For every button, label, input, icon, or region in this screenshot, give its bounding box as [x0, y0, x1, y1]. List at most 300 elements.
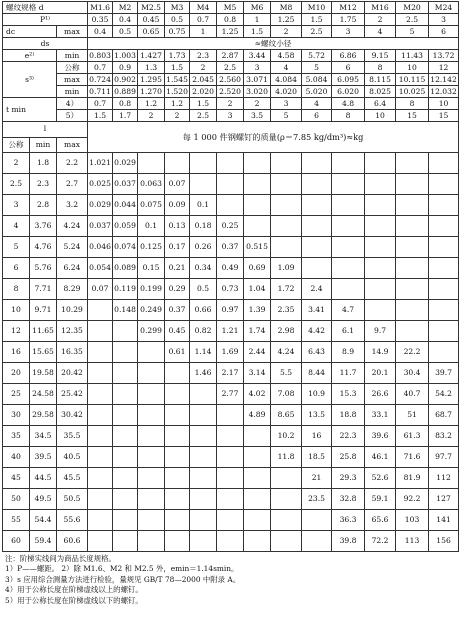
mass-cell: 22.3 [332, 426, 365, 447]
mass-cell [244, 510, 271, 531]
table-row [3, 300, 459, 321]
s-min-cell: 12.032 [430, 86, 457, 96]
l-min-label: min [30, 137, 57, 153]
mass-cell: 0.054 [88, 258, 113, 279]
spec-sheet [2, 1, 458, 606]
mass-cell: 0.37 [217, 237, 244, 258]
mass-cell [113, 468, 138, 489]
mass-cell: 6.43 [302, 342, 332, 363]
t5-cell: 2 [165, 110, 190, 122]
mass-cell: 0.515 [244, 237, 271, 258]
dc-label: dc [3, 26, 57, 38]
ds-row [3, 38, 459, 50]
length-nominal: 2.5 [3, 174, 30, 195]
mass-cell [190, 426, 217, 447]
t5-cell: 5 [271, 110, 302, 122]
mass-cell [190, 153, 217, 174]
mass-cell: 0.97 [217, 300, 244, 321]
mass-cell: 1.74 [244, 321, 271, 342]
t4-cell: 2 [217, 98, 244, 110]
length-min: 2.3 [30, 174, 57, 195]
table-row [3, 279, 459, 300]
mass-cell [271, 174, 302, 195]
mass-cell: 1.14 [190, 342, 217, 363]
mass-cell [190, 510, 217, 531]
mass-cell [138, 384, 165, 405]
size-cell: M1.6 [88, 2, 113, 14]
t5-cell: 3 [217, 110, 244, 122]
e-cell: 1.003 [114, 50, 136, 60]
mass-label: 每 1 000 件钢螺钉的质量(ρ＝7.85 kg/dm³)≈kg [88, 122, 459, 153]
size-cell: M2 [113, 2, 138, 14]
mass-cell: 0.49 [217, 258, 244, 279]
mass-cell [113, 384, 138, 405]
length-min: 1.8 [30, 153, 57, 174]
size-cell: M10 [302, 2, 332, 14]
mass-cell [396, 195, 429, 216]
length-min: 2.8 [30, 195, 57, 216]
t4-cell: 3 [271, 98, 302, 110]
mass-cell: 3.14 [244, 363, 271, 384]
mass-cell: 113 [396, 531, 429, 552]
s-nom-cell: 5 [302, 62, 332, 74]
s-max-cell: 10.115 [396, 74, 429, 86]
mass-cell [217, 510, 244, 531]
e-label: e²⁾ [3, 50, 57, 62]
s-max-cell: 0.902 [114, 74, 136, 84]
t5-cell: 2.5 [190, 110, 217, 122]
dc-cell: 0.65 [138, 26, 165, 38]
mass-cell: 0.69 [244, 258, 271, 279]
mass-cell: 4.02 [244, 384, 271, 405]
length-min: 34.5 [30, 426, 57, 447]
e-cell: 3.44 [244, 50, 271, 62]
mass-cell [396, 279, 429, 300]
mass-cell [332, 216, 365, 237]
table-row [3, 363, 459, 384]
dc-cell: 6 [429, 26, 459, 38]
footnote: 3）s 应用综合测量方法进行检验，量规见 GB/T 78—2000 中附录 A。 [5, 574, 241, 584]
s-min-label: min [57, 86, 88, 98]
mass-rows [3, 153, 459, 552]
mass-cell [217, 195, 244, 216]
length-min: 7.71 [30, 279, 57, 300]
dc-cell: 5 [396, 26, 429, 38]
mass-cell [165, 531, 190, 552]
mass-cell: 22.2 [396, 342, 429, 363]
mass-cell: 8.44 [302, 363, 332, 384]
mass-cell [88, 300, 113, 321]
length-max: 50.5 [57, 489, 88, 510]
length-nominal: 40 [3, 447, 30, 468]
length-max: 55.6 [57, 510, 88, 531]
s-nom-cell: 1.5 [165, 62, 190, 74]
t4-cell: 1.5 [190, 98, 217, 110]
t5-cell: 6 [302, 110, 332, 122]
mass-cell: 0.07 [88, 279, 113, 300]
mass-cell [244, 174, 271, 195]
s-min-cell: 10.025 [396, 86, 429, 98]
mass-cell: 0.029 [113, 153, 138, 174]
mass-cell [429, 258, 459, 279]
t5-cell: 3.5 [244, 110, 271, 122]
e-cell: 2.87 [217, 50, 244, 62]
s-nom-cell: 1.3 [138, 62, 165, 74]
pitch-cell: 0.5 [165, 14, 190, 26]
mass-cell: 127 [429, 489, 459, 510]
mass-cell: 0.125 [138, 237, 165, 258]
mass-cell [396, 258, 429, 279]
mass-cell: 81.9 [396, 468, 429, 489]
mass-cell: 51 [396, 405, 429, 426]
length-min: 11.65 [30, 321, 57, 342]
mass-cell [190, 384, 217, 405]
mass-cell: 97.7 [429, 447, 459, 468]
mass-cell: 0.45 [165, 321, 190, 342]
dc-cell: 1.25 [217, 26, 244, 38]
mass-cell: 59.1 [365, 489, 396, 510]
mass-cell [429, 300, 459, 321]
mass-cell [190, 405, 217, 426]
mass-cell: 0.18 [190, 216, 217, 237]
mass-cell: 1.39 [244, 300, 271, 321]
footnote: 1）P——螺距。 2）除 M1.6、M2 和 M2.5 外，emin＝1.14smin。 [5, 564, 239, 574]
size-cell: M12 [332, 2, 365, 14]
mass-cell: 4.42 [302, 321, 332, 342]
s-max-cell: 3.071 [244, 74, 271, 86]
mass-cell [165, 384, 190, 405]
t5-cell: 1.5 [88, 110, 113, 122]
mass-cell: 0.21 [165, 258, 190, 279]
mass-cell [138, 447, 165, 468]
t4-cell: 1.2 [165, 98, 190, 110]
t5-row [3, 110, 459, 122]
ds-value: ≈螺纹小径 [88, 38, 459, 50]
length-nominal: 12 [3, 321, 30, 342]
mass-cell [365, 153, 396, 174]
mass-cell [88, 363, 113, 384]
mass-cell [302, 216, 332, 237]
mass-cell: 1.09 [271, 258, 302, 279]
mass-cell: 1.69 [217, 342, 244, 363]
mass-cell [429, 342, 459, 363]
mass-cell: 4.7 [332, 300, 365, 321]
l-max-label: max [57, 137, 88, 153]
s-nom-cell: 10 [396, 62, 429, 74]
mass-cell: 0.199 [138, 279, 165, 300]
mass-cell: 0.063 [138, 174, 165, 195]
mass-cell: 0.148 [113, 300, 138, 321]
mass-cell [429, 279, 459, 300]
mass-cell [113, 489, 138, 510]
s-min-cell: 0.889 [114, 86, 136, 96]
mass-cell: 1.04 [244, 279, 271, 300]
t5-cell: 8 [332, 110, 365, 122]
mass-cell [113, 447, 138, 468]
mass-cell: 33.1 [365, 405, 396, 426]
mass-cell: 0.13 [165, 216, 190, 237]
mass-cell: 0.299 [138, 321, 165, 342]
mass-cell [429, 174, 459, 195]
pitch-row [3, 14, 459, 26]
t4-cell: 0.7 [88, 98, 113, 110]
mass-cell: 11.8 [271, 447, 302, 468]
pitch-cell: 0.45 [138, 14, 165, 26]
e-cell: 11.43 [396, 50, 429, 62]
table-row [3, 531, 459, 552]
t4-cell: 10 [429, 98, 459, 110]
mass-cell [332, 279, 365, 300]
mass-cell [165, 489, 190, 510]
mass-cell: 0.37 [165, 300, 190, 321]
mass-cell [217, 405, 244, 426]
mass-cell [138, 510, 165, 531]
length-nominal: 25 [3, 384, 30, 405]
length-nominal: 3 [3, 195, 30, 216]
t5-cell: 15 [429, 110, 459, 122]
mass-cell [396, 216, 429, 237]
pitch-cell: 1 [244, 14, 271, 26]
mass-cell [429, 195, 459, 216]
s-nom-cell: 0.7 [88, 62, 113, 74]
mass-cell [113, 363, 138, 384]
mass-cell: 36.3 [332, 510, 365, 531]
t4-cell: 4 [302, 98, 332, 110]
mass-cell: 0.249 [138, 300, 165, 321]
mass-cell: 46.1 [365, 447, 396, 468]
mass-cell: 4.24 [271, 342, 302, 363]
mass-cell: 0.089 [113, 258, 138, 279]
s-label: s³⁾ [3, 62, 57, 98]
size-cell: M5 [217, 2, 244, 14]
ds-label: ds [3, 38, 88, 50]
mass-cell: 2.17 [217, 363, 244, 384]
table-row [3, 468, 459, 489]
s-max-cell: 8.115 [365, 74, 396, 86]
mass-cell [332, 174, 365, 195]
dc-row [3, 26, 459, 38]
mass-cell [165, 426, 190, 447]
pitch-label: P¹⁾ [3, 14, 88, 26]
length-max: 20.42 [57, 363, 88, 384]
s-min-cell: 8.025 [365, 86, 396, 98]
length-nominal: 45 [3, 468, 30, 489]
mass-cell: 0.075 [138, 195, 165, 216]
mass-cell [365, 174, 396, 195]
mass-cell [88, 510, 113, 531]
mass-cell [88, 426, 113, 447]
length-min: 9.71 [30, 300, 57, 321]
e-cell: 0.803 [89, 50, 111, 60]
t5-label: 5） [57, 110, 88, 122]
mass-cell [88, 384, 113, 405]
mass-cell: 72.2 [365, 531, 396, 552]
e-cell: 13.72 [429, 50, 459, 62]
length-min: 4.76 [30, 237, 57, 258]
mass-cell: 68.7 [429, 405, 459, 426]
dc-cell: 2.5 [302, 26, 332, 38]
mass-cell [217, 468, 244, 489]
t-label: t min [3, 98, 57, 122]
s-max-cell: 2.560 [217, 74, 244, 86]
dc-cell: 1 [190, 26, 217, 38]
mass-cell [302, 531, 332, 552]
mass-cell: 0.074 [113, 237, 138, 258]
mass-cell: 0.07 [165, 174, 190, 195]
length-nominal: 35 [3, 426, 30, 447]
mass-cell [88, 489, 113, 510]
mass-cell [429, 216, 459, 237]
l-header-row [3, 122, 459, 138]
mass-cell [332, 153, 365, 174]
table-row [3, 405, 459, 426]
mass-cell: 9.7 [365, 321, 396, 342]
s-max-cell: 12.142 [430, 74, 457, 84]
mass-cell [302, 510, 332, 531]
s-nom-cell: 8 [365, 62, 396, 74]
table-row [3, 510, 459, 531]
mass-cell: 0.25 [217, 216, 244, 237]
mass-cell: 54.2 [429, 384, 459, 405]
t4-cell: 0.8 [113, 98, 138, 110]
length-min: 49.5 [30, 489, 57, 510]
pitch-cell: 2.5 [396, 14, 429, 26]
mass-cell: 40.7 [396, 384, 429, 405]
s-max-cell: 5.084 [302, 74, 332, 86]
size-cell: M16 [365, 2, 396, 14]
mass-cell [165, 447, 190, 468]
mass-cell [396, 300, 429, 321]
mass-cell [190, 468, 217, 489]
mass-cell [113, 405, 138, 426]
s-min-row [3, 86, 459, 98]
table-row [3, 258, 459, 279]
s-max-cell: 2.045 [190, 74, 217, 86]
mass-cell: 1.21 [217, 321, 244, 342]
mass-cell: 29.3 [332, 468, 365, 489]
mass-cell: 2.4 [302, 279, 332, 300]
s-min-cell: 6.020 [332, 86, 365, 98]
table-row [3, 489, 459, 510]
mass-cell [365, 195, 396, 216]
mass-cell [302, 195, 332, 216]
length-max: 10.29 [57, 300, 88, 321]
mass-cell: 0.61 [165, 342, 190, 363]
screw-dimension-table [2, 1, 459, 552]
mass-cell [396, 237, 429, 258]
mass-cell: 0.1 [138, 216, 165, 237]
mass-cell [138, 363, 165, 384]
mass-cell [244, 216, 271, 237]
mass-cell: 20.1 [365, 363, 396, 384]
footnote: 5）用于公称长度在阶梯虚线以下的螺钉。 [5, 595, 143, 605]
s-min-cell: 0.711 [89, 86, 111, 96]
mass-cell [396, 153, 429, 174]
s-min-cell: 3.020 [244, 86, 271, 98]
mass-cell [165, 510, 190, 531]
mass-cell [165, 468, 190, 489]
mass-cell: 0.5 [190, 279, 217, 300]
mass-cell: 10.9 [302, 384, 332, 405]
length-min: 5.76 [30, 258, 57, 279]
table-row [3, 321, 459, 342]
table-row [3, 342, 459, 363]
pitch-cell: 1.25 [271, 14, 302, 26]
mass-cell [244, 195, 271, 216]
mass-cell: 11.7 [332, 363, 365, 384]
mass-cell [365, 300, 396, 321]
e-cell: 5.72 [302, 50, 332, 62]
footnote: 4）用于公称长度在阶梯虚线以上的螺钉。 [5, 585, 143, 595]
mass-cell [138, 531, 165, 552]
mass-cell [244, 468, 271, 489]
size-label: 螺纹规格 d [3, 2, 88, 14]
mass-cell [271, 216, 302, 237]
length-nominal: 30 [3, 405, 30, 426]
table-row [3, 237, 459, 258]
mass-cell: 0.09 [165, 195, 190, 216]
mass-cell: 0.26 [190, 237, 217, 258]
mass-cell: 0.15 [138, 258, 165, 279]
t5-cell: 2 [138, 110, 165, 122]
length-nominal: 8 [3, 279, 30, 300]
table-row [3, 426, 459, 447]
mass-cell: 0.029 [88, 195, 113, 216]
mass-cell: 8.65 [271, 405, 302, 426]
table-row [3, 195, 459, 216]
e-cell: 1.427 [138, 50, 165, 62]
length-max: 5.24 [57, 237, 88, 258]
footnote: 注：阶梯实线间为商品长度规格。 [5, 554, 116, 563]
mass-cell: 6.1 [332, 321, 365, 342]
mass-cell [88, 405, 113, 426]
table-row [3, 153, 459, 174]
mass-cell [271, 195, 302, 216]
s-min-cell: 5.020 [302, 86, 332, 98]
mass-cell: 8.9 [332, 342, 365, 363]
mass-cell: 18.5 [302, 447, 332, 468]
mass-cell: 16 [302, 426, 332, 447]
e-row [3, 50, 459, 62]
mass-cell: 4.89 [244, 405, 271, 426]
mass-cell: 92.2 [396, 489, 429, 510]
mass-cell [271, 510, 302, 531]
t4-cell: 2 [244, 98, 271, 110]
mass-cell [138, 405, 165, 426]
e-cell: 9.15 [365, 50, 396, 62]
s-min-cell: 2.520 [217, 86, 244, 98]
e-cell: 6.86 [332, 50, 365, 62]
mass-cell: 0.73 [217, 279, 244, 300]
length-min: 39.5 [30, 447, 57, 468]
length-min: 44.5 [30, 468, 57, 489]
t4-label: 4） [57, 98, 88, 110]
length-max: 60.6 [57, 531, 88, 552]
s-nom-cell: 12 [429, 62, 459, 74]
mass-cell: 83.2 [429, 426, 459, 447]
mass-cell [302, 258, 332, 279]
length-max: 16.35 [57, 342, 88, 363]
t4-cell: 8 [396, 98, 429, 110]
length-max: 6.24 [57, 258, 88, 279]
mass-cell [332, 195, 365, 216]
mass-cell: 21 [302, 468, 332, 489]
mass-cell [332, 258, 365, 279]
length-max: 12.35 [57, 321, 88, 342]
mass-cell [271, 468, 302, 489]
mass-cell: 0.037 [88, 216, 113, 237]
mass-cell [365, 237, 396, 258]
